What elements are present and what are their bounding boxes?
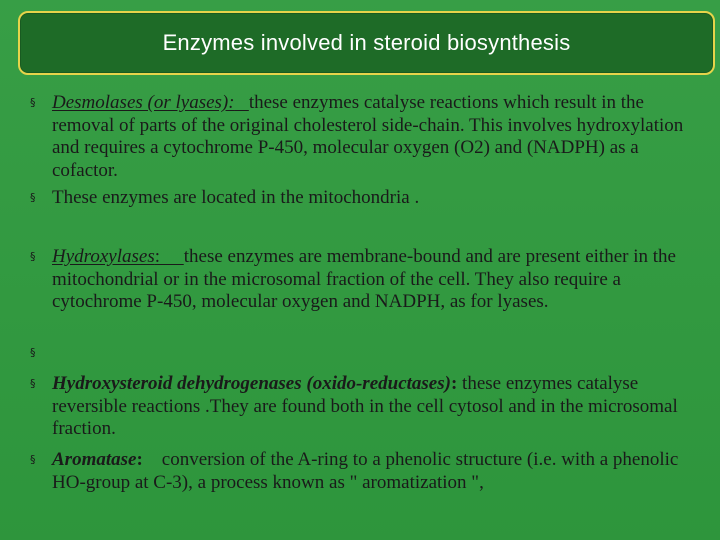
- bullet-dehydrogenases: [30, 373, 700, 441]
- bullet-text: [52, 92, 700, 182]
- aromatase-description: conversion of the A-ring to a phenolic structure (i.e. with a phenolic HO-group at C-3), a process known as " aromatization ",: [52, 449, 684, 493]
- location-description: These enzymes are located in the mitochondria .: [52, 187, 420, 208]
- term-gap: [160, 246, 184, 267]
- term-colon: :: [136, 449, 143, 470]
- bullet-marker: §: [30, 96, 36, 109]
- term-gap: [235, 92, 249, 113]
- bullet-text: [52, 187, 700, 210]
- bullet-empty: [30, 342, 700, 365]
- bullet-hydroxylases: [30, 246, 700, 314]
- bullet-text: [52, 246, 700, 314]
- slide-title: Enzymes involved in steroid biosynthesis: [162, 30, 571, 55]
- bullet-desmolases: [30, 92, 700, 182]
- hydroxylases-description: these enzymes are membrane-bound and are present either in the mitochondrial or in the microsomal fraction of the cell. They also require a cytochrome P-450, molecular oxygen and NADPH, as for lyases.: [52, 246, 676, 312]
- bullet-marker: §: [30, 191, 36, 204]
- bullet-marker: §: [30, 377, 36, 390]
- bullet-marker: §: [30, 250, 36, 263]
- dehydrogenases-description: these enzymes catalyse reversible reactions .They are found both in the cell cytosol and in the microsomal fraction.: [52, 373, 678, 439]
- bullet-aromatase: [30, 449, 700, 494]
- title-box: [18, 11, 715, 75]
- term-dehydrogenases: Hydroxysteroid dehydrogenases (oxido-reductases): [52, 373, 451, 394]
- term-hydroxylases: Hydroxylases: [52, 246, 155, 267]
- bullet-marker: §: [30, 453, 36, 466]
- term-colon: :: [450, 373, 458, 394]
- desmolases-description: these enzymes catalyse reactions which result in the removal of parts of the original cholesterol side-chain. This involves hydroxylation and requires a cytochrome P-450, molecular oxygen (O2) and (NADPH) as a cofactor.: [52, 92, 684, 181]
- bullet-text: [52, 342, 700, 365]
- term-aromatase: Aromatase: [52, 449, 137, 470]
- term-colon: :: [154, 246, 160, 267]
- bullet-marker: §: [30, 346, 36, 359]
- bullet-location: [30, 187, 700, 210]
- term-desmolases: Desmolases (or lyases):: [52, 92, 235, 113]
- bullet-text: [52, 373, 700, 441]
- bullet-text: [52, 449, 700, 494]
